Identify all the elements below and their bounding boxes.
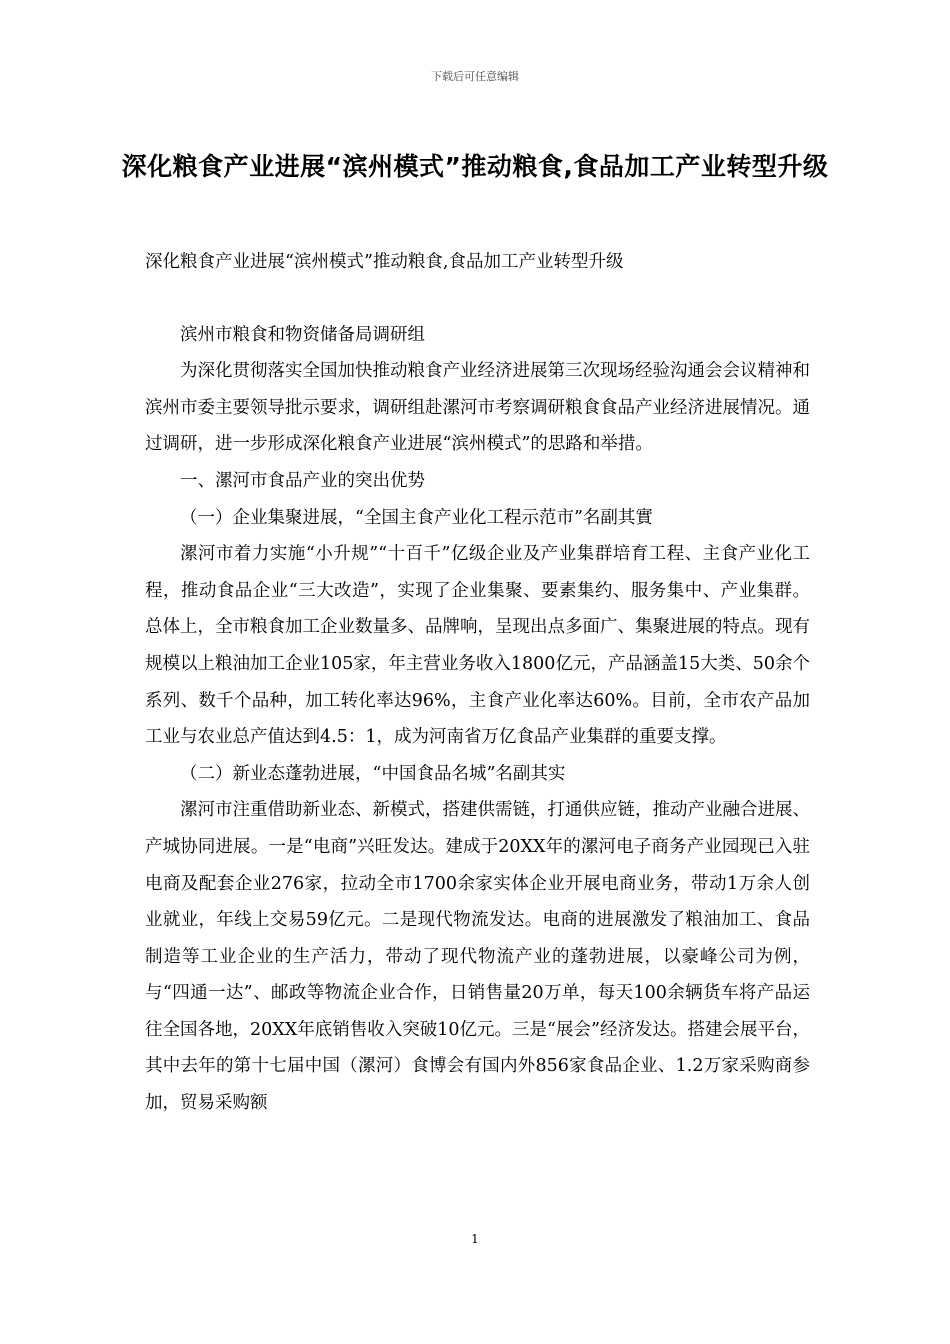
author-line: 滨州市粮食和物资储备局调研组 — [180, 324, 425, 345]
header-note: 下载后可任意编辑 — [431, 70, 519, 83]
spacer — [145, 281, 810, 317]
paragraph: 漯河市注重借助新业态、新模式，搭建供需链，打通供应链，推动产业融合进展、产城协同进展。一是“电商”兴旺发达。建成于20XX年的漯河电子商务产业园现已入驻电商及配套企业276家，拉动全市1700余家实体企业开展电商业务，带动1万余人创业就业，年线上交易59亿元。二是现代物流发达。电商的进展激发了粮油加工、食品制造等工业企业的生产活力，带动了现代物流产业的蓬勃进展，以豪峰公司为例，与“四通一达”、邮政等物流企业合作，日销售量20万单，每天100余辆货车将产品运往全国各地，20XX年底销售收入突破10亿元。三是“展会”经济发达。搭建会展平台，其中去年的第十七届中国（漯河）食博会有国内外856家食品企业、1.2万家采购商参加，贸易采购额 — [145, 800, 810, 1114]
document-title: 深化粮食产业进展“滨州模式”推动粮食,食品加工产业转型升级 — [121, 152, 829, 181]
subtitle: 深化粮食产业进展“滨州模式”推动粮食,食品加工产业转型升级 — [145, 252, 624, 272]
paragraph: 漯河市着力实施“小升规”“十百千”亿级企业及产业集群培育工程、主食产业化工程，推动食品企业“三大改造”，实现了企业集聚、要素集约、服务集中、产业集群。总体上，全市粮食加工企业数量多、品牌响，呈现出点多面广、集聚进展的特点。现有规模以上粮油加工企业105家，年主营业务收入1800亿元，产品涵盖15大类、50余个系列、数千个品种，加工转化率达96%，主食产业化率达60%。目前，全市农产品加工业与农业总产值达到4.5：1，成为河南省万亿食品产业集群的重要支撑。 — [145, 544, 810, 748]
paragraph: 为深化贯彻落实全国加快推动粮食产业经济进展第三次现场经验沟通会会议精神和滨州市委主要领导批示要求，调研组赴漯河市考察调研粮食食品产业经济进展情况。通过调研，进一步形成深化粮食产业进展“滨州模式”的思路和举措。 — [145, 361, 810, 455]
document-body — [145, 244, 810, 1122]
subsection-heading: （一）企业集聚进展，“全国主食产业化工程示范市”名副其實 — [180, 507, 653, 528]
subsection-heading: （二）新业态蓬勃进展，“中国食品名城”名副其实 — [180, 763, 566, 784]
section-heading: 一、漯河市食品产业的突出优势 — [180, 470, 425, 491]
page-number: 1 — [471, 1232, 479, 1246]
